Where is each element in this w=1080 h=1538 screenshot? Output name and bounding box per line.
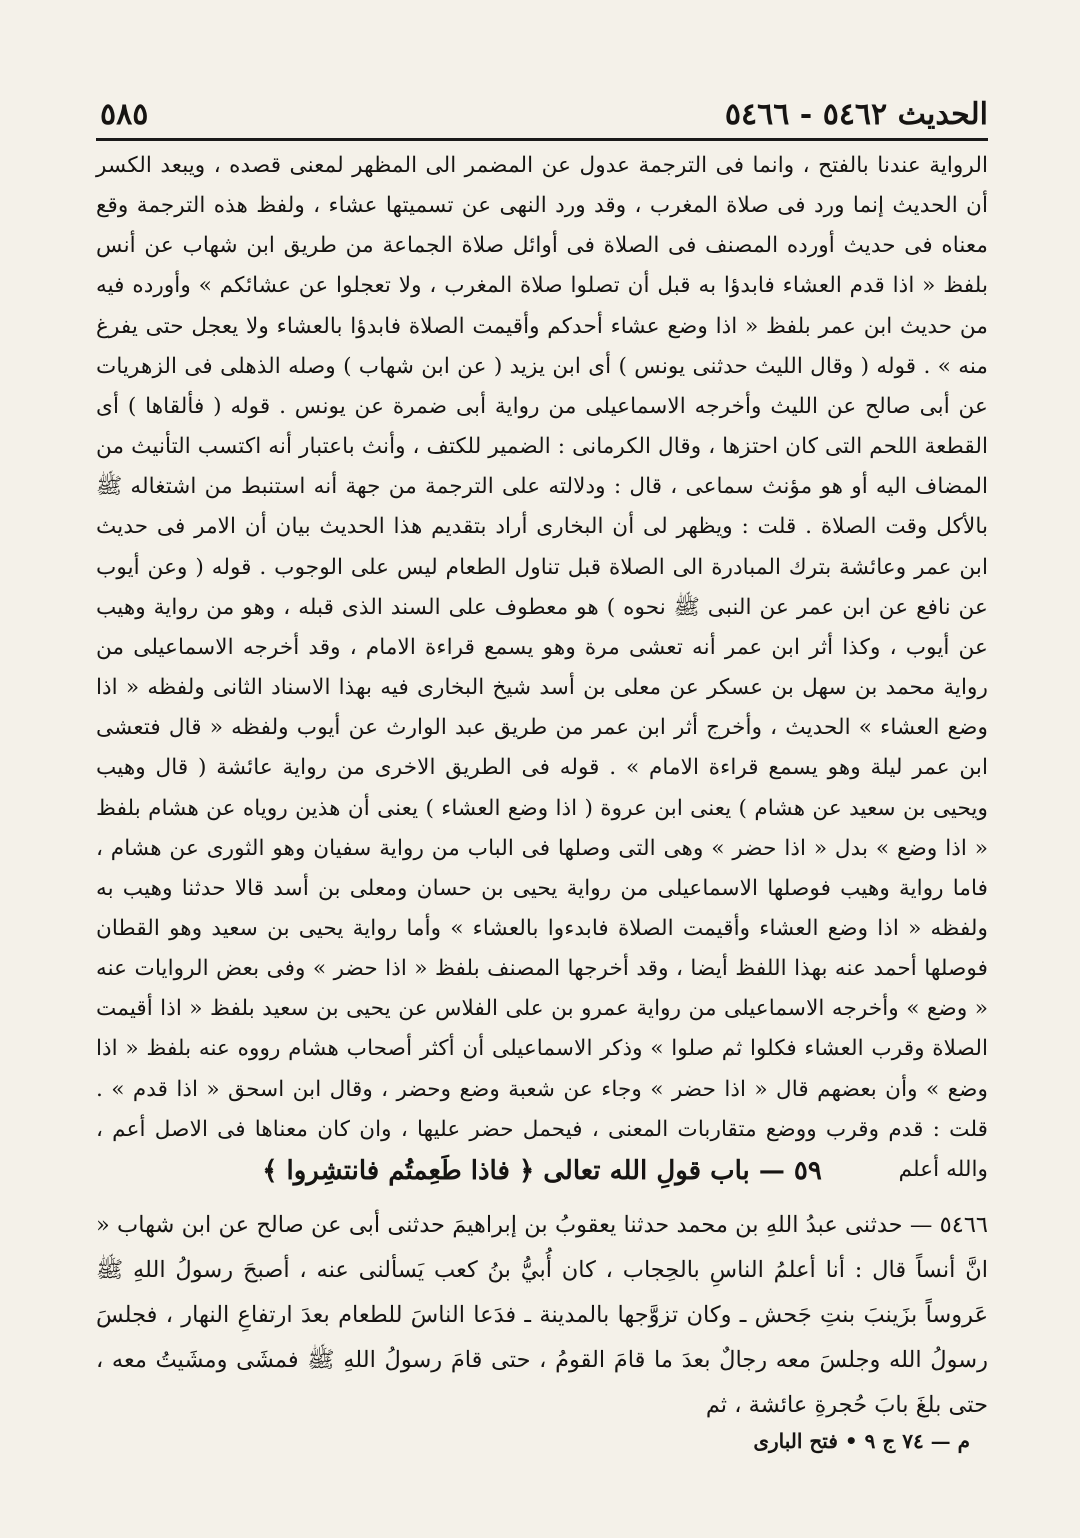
page-header bbox=[100, 88, 988, 132]
header-rule bbox=[96, 138, 988, 141]
signature-mark: م — ٧٤ ج ٩ • فتح البارى bbox=[753, 1429, 970, 1453]
commentary-text: الرواية عندنا بالفتح ، وانما فى الترجمة عدول عن المضمر الى المظهر لمعنى قصده ، ويبعد الكسر أن الحديث إنما ورد فى صلاة المغرب ، وقد ورد النهى عن تسميتها عشاء ، ولفظ هذه الترجمة وقع معناه فى حديث أورده المصنف فى الصلاة فى أوائل صلاة الجماعة من طريق ابن شهاب عن أنس بلفظ « اذا قدم العشاء فابدؤا به قبل أن تصلوا صلاة المغرب ، ولا تعجلوا عن عشائكم » وأورده فيه من حديث ابن عمر بلفظ « اذا وضع عشاء أحدكم وأقيمت الصلاة فابدؤا بالعشاء ولا يعجل حتى يفرغ منه » . قوله ( وقال الليث حدثنى يونس ) أى ابن يزيد ( عن ابن شهاب ) وصله الذهلى فى الزهريات عن أبى صالح عن الليث وأخرجه الاسماعيلى من رواية أبى ضمرة عن يونس . قوله ( فألقاها ) أى القطعة اللحم التى كان احتزها ، وقال الكرمانى : الضمير للكتف ، وأنث باعتبار أنه اكتسب التأنيث من المضاف اليه أو هو مؤنث سماعى ، قال : ودلالته على الترجمة من جهة أنه استنبط من اشتغاله ﷺ بالأكل وقت الصلاة . قلت : ويظهر لى أن البخارى أراد بتقديم هذا الحديث بيان أن الامر فى حديث ابن عمر وعائشة بترك المبادرة الى الصلاة قبل تناول الطعام ليس على الوجوب . قوله ( وعن أيوب عن نافع عن ابن عمر عن النبى ﷺ نحوه ) هو معطوف على السند الذى قبله ، وهو من رواية وهيب عن أيوب ، وكذا أثر ابن عمر أنه تعشى مرة وهو يسمع قراءة الامام ، وقد أخرجه الاسماعيلى من رواية محمد بن سهل بن عسكر عن معلى بن أسد شيخ البخارى فيه بهذا الاسناد الثانى ولفظه « اذا وضع العشاء » الحديث ، وأخرج أثر ابن عمر من طريق عبد الوارث عن أيوب ولفظه « قال فتعشى ابن عمر ليلة وهو يسمع قراءة الامام » . قوله فى الطريق الاخرى من رواية عائشة ( قال وهيب ويحيى بن سعيد عن هشام ) يعنى ابن عروة ( اذا وضع العشاء ) يعنى أن هذين روياه عن هشام بلفظ « اذا وضع » بدل « اذا حضر » وهى التى وصلها فى الباب من رواية سفيان وهو الثورى عن هشام ، فاما رواية وهيب فوصلها الاسماعيلى من رواية يحيى بن حسان ومعلى بن أسد قالا حدثنا وهيب به ولفظه « اذا وضع العشاء وأقيمت الصلاة فابدءوا بالعشاء » وأما رواية يحيى بن سعيد وهو القطان فوصلها أحمد عنه بهذا اللفظ أيضا ، وقد أخرجها المصنف بلفظ « اذا حضر » وفى بعض الروايات عنه « وضع » وأخرجه الاسماعيلى من رواية عمرو بن على الفلاس عن يحيى بن سعيد بلفظ « اذا أقيمت الصلاة وقرب العشاء فكلوا ثم صلوا » وذكر الاسماعيلى أن أكثر أصحاب هشام رووه عنه بلفظ « اذا وضع » وأن بعضهم قال « اذا حضر » وجاء عن شعبة وضع وحضر ، وقال ابن اسحق « اذا قدم » . قلت : قدم وقرب ووضع متقاربات المعنى ، فيحمل حضر عليها ، وان كان معناها فى الاصل أعم ، والله أعلم bbox=[96, 153, 988, 1182]
chapter-heading: ٥٩ — باب قولِ الله تعالى ﴿ فاذا طَعِمتُم فانتشِروا ﴾ bbox=[262, 1156, 822, 1186]
hadith-block bbox=[96, 1203, 988, 1428]
page-number: ٥٨٥ bbox=[100, 97, 149, 132]
commentary-block bbox=[96, 146, 988, 1190]
hadith-text: ٥٤٦٦ — حدثنى عبدُ اللهِ بن محمد حدثنا يعقوبُ بن إبراهيمَ حدثنى أبى عن صالح عن ابن شهاب « انَّ أنساً قال : أنا أعلمُ الناسِ بالحِجاب ، كان أُبيُّ بنُ كعب يَسألنى عنه ، أصبحَ رسولُ اللهِ ﷺ عَروساً بزَينبَ بنتِ جَحش ـ وكان تزوَّجها بالمدينة ـ فدَعا الناسَ للطعام بعدَ ارتفاعِ النهار ، فجلسَ رسولُ الله وجلسَ معه رجالٌ بعدَ ما قامَ القومُ ، حتى قامَ رسولُ اللهِ ﷺ فمشَى ومشَيتُ معه ، حتى بلغَ بابَ حُجرةِ عائشة ، ثم bbox=[96, 1212, 988, 1418]
running-title: الحديث ٥٤٦٢ - ٥٤٦٦ bbox=[724, 97, 988, 132]
